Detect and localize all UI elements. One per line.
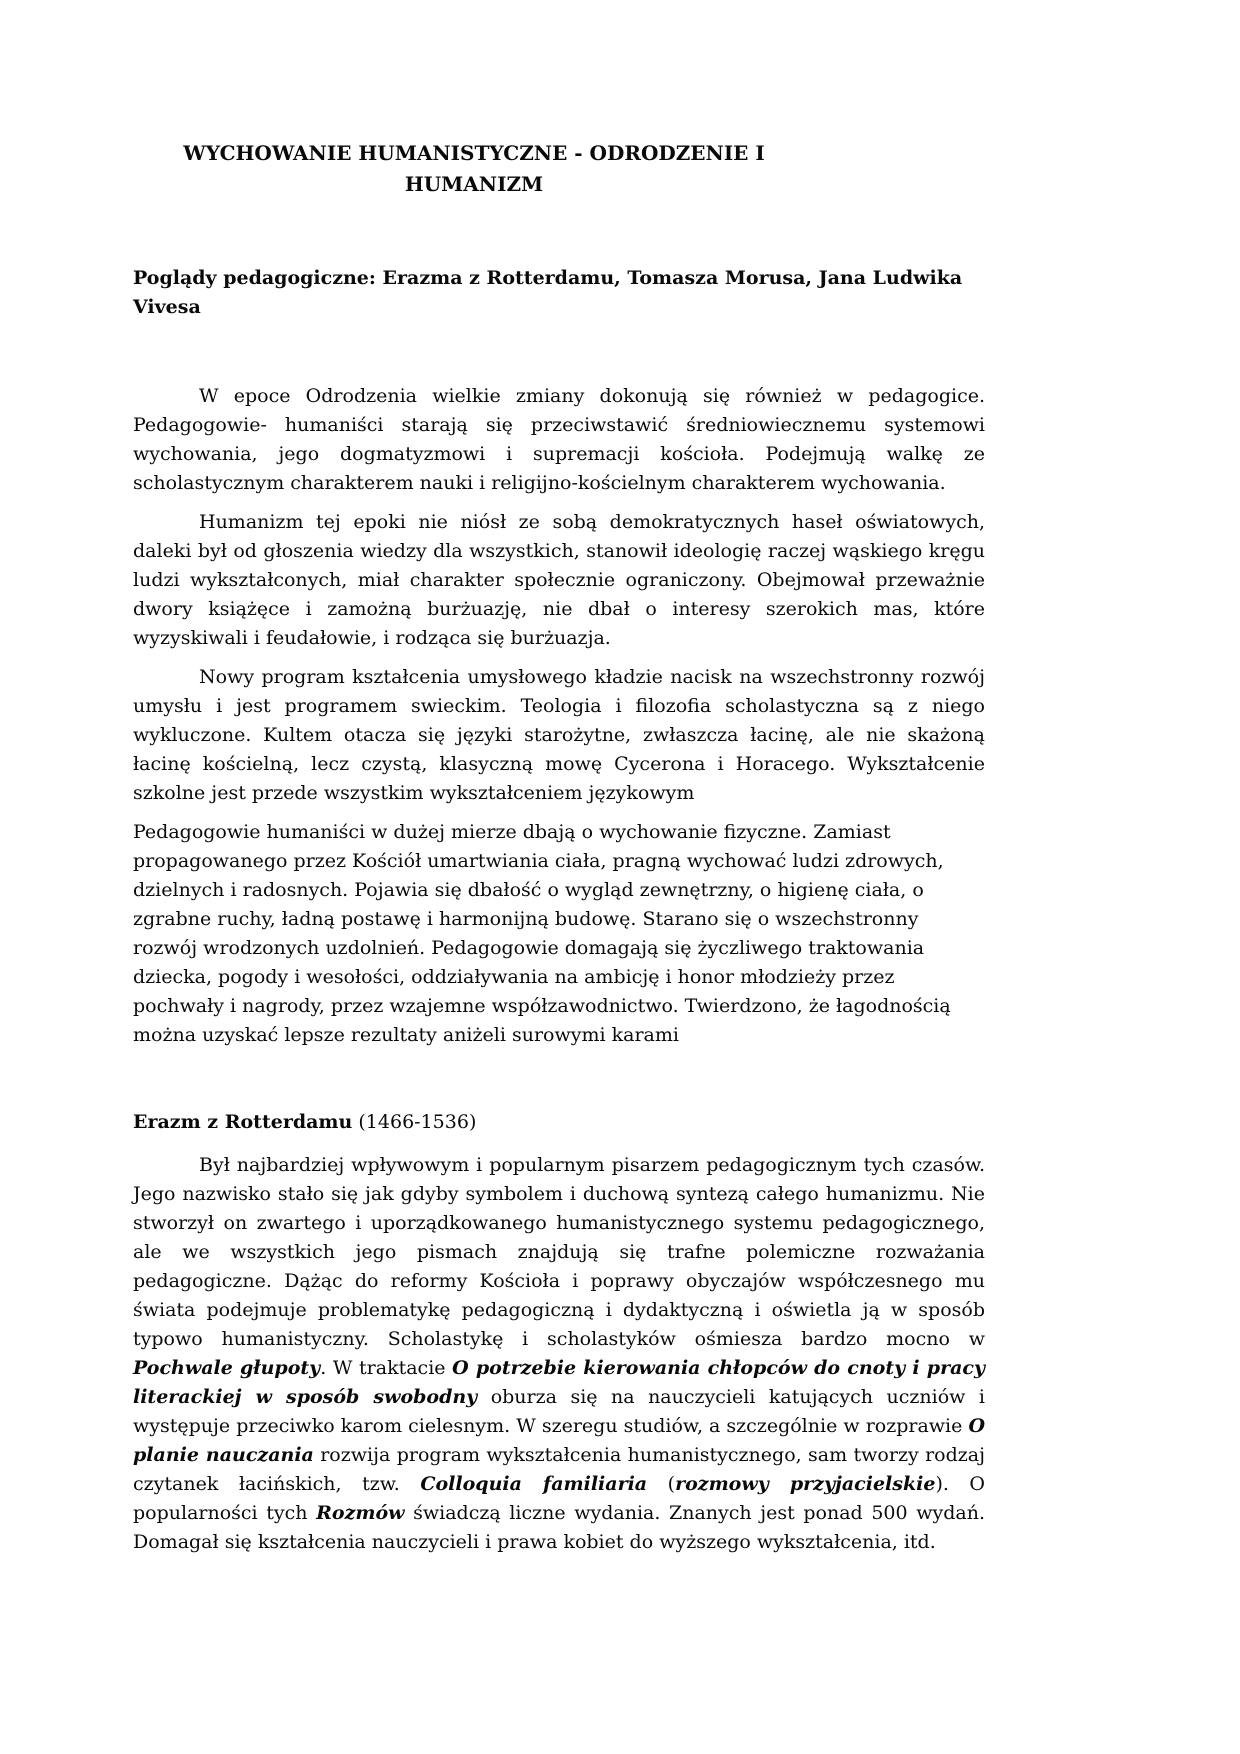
document-title-line2: HUMANIZM: [404, 172, 544, 196]
paragraph-erazm-bio: Był najbardziej wpływowym i popularnym pisarzem pedagogicznym tych czasów. Jego nazwisko stało się jak gdyby symbolem i duchową syntezą całego humanizmu. Nie stworzył on zwartego i uporządkowanego humanistycznego systemu pedagogicznego, ale we wszystkich jego pismach znajdują się trafne polemiczne rozważania pedagogiczne. Dążąc do reformy Kościoła i poprawy obyczajów współczesnego mu świata podejmuje problematykę pedagogiczną i dydaktyczną i oświetla ją w sposób typowo humanistyczny. Scholastykę i scholastyków ośmiesza bardzo mocno w Pochwale głupoty. W traktacie O potrzebie kierowania chłopców do cnoty i pracy literackiej w sposób swobodny oburza się na nauczycieli katujących uczniów i występuje przeciwko karom cielesnym. W szeregu studiów, a szczególnie w rozprawie O planie nauczania rozwija program wykształcenia humanistycznego, sam tworzy rodzaj czytanek łacińskich, tzw. Colloquia familiaria (rozmowy przyjacielskie). O popularności tych Rozmów świadczą liczne wydania. Znanych jest ponad 500 wydań. Domagał się kształcenia nauczycieli i prawa kobiet do wyższego wykształcenia, itd.: [133, 1154, 986, 1553]
document-title-line1: WYCHOWANIE HUMANISTYCZNE - ODRODZENIE I: [183, 141, 765, 165]
document-content: [133, 0, 985, 1567]
section-heading-erazm: [133, 1108, 985, 1137]
document-title: [133, 138, 815, 200]
section-heading-years: (1466-1536): [352, 1111, 477, 1133]
paragraph-wychowanie-fizyczne: Pedagogowie humaniści w dużej mierze dbają o wychowanie fizyczne. Zamiast propagowanego przez Kościół umartwiania ciała, pragną wychować ludzi zdrowych, dzielnych i radosnych. Pojawia się dbałość o wygląd zewnętrzny, o higienę ciała, o zgrabne ruchy, ładną postawę i harmonijną budowę. Starano się o wszechstronny rozwój wrodzonych uzdolnień. Pedagogowie domagają się życzliwego traktowania dziecka, pogody i wesołości, oddziaływania na ambicję i honor młodzieży przez pochwały i nagrody, przez wzajemne współzawodnictwo. Twierdzono, że łagodnością można uzyskać lepsze rezultaty aniżeli surowymi karami: [133, 821, 951, 1046]
paragraph-intro: W epoce Odrodzenia wielkie zmiany dokonują się również w pedagogice. Pedagogowie- humaniści starają się przeciwstawić średniowiecznemu systemowi wychowania, jego dogmatyzmowi i supremacji kościoła. Podejmują walkę ze scholastycznym charakterem nauki i religijno-kościelnym charakterem wychowania.: [133, 385, 985, 494]
section-heading-name: Erazm z Rotterdamu: [133, 1111, 353, 1133]
paragraph-humanizm-epoki: Humanizm tej epoki nie niósł ze sobą demokratycznych haseł oświatowych, daleki był od głoszenia wiedzy dla wszystkich, stanowił ideologię raczej wąskiego kręgu ludzi wykształconych, miał charakter społecznie ograniczony. Obejmował przeważnie dwory książęce i zamożną burżuazję, nie dbał o interesy szerokich mas, które wyzyskiwali i feudałowie, i rodząca się burżuazja.: [133, 511, 985, 649]
document-subtitle: Poglądy pedagogiczne: Erazma z Rotterdamu, Tomasza Morusa, Jana Ludwika Vivesa: [133, 267, 963, 318]
paragraph-nowy-program: Nowy program kształcenia umysłowego kładzie nacisk na wszechstronny rozwój umysłu i jest programem swieckim. Teologia i filozofia scholastyczna są z niego wykluczone. Kultem otacza się języki starożytne, zwłaszcza łacinę, ale nie skażoną łacinę kościelną, lecz czystą, klasyczną mowę Cycerona i Horacego. Wykształcenie szkolne jest przede wszystkim wykształceniem językowym: [133, 666, 985, 804]
